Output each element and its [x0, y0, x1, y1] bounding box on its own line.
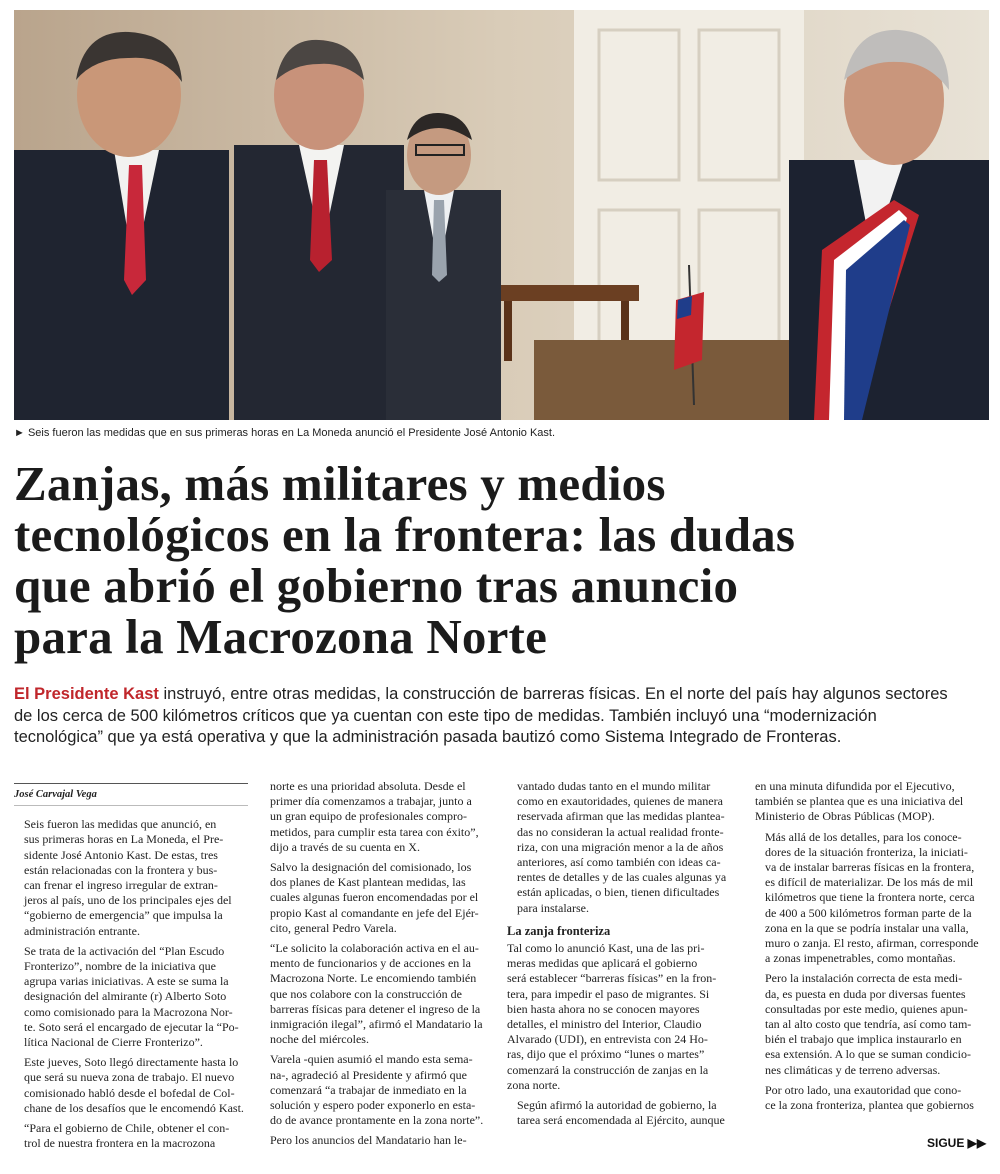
text-line: inmigración ilegal”, afirmó el Mandatario la: [270, 1017, 483, 1032]
text-line: metidos, para cumplir esta tarea con éxito”,: [270, 824, 479, 839]
text-line: cito, general Pedro Varela.: [270, 920, 397, 935]
text-line: es difícil de materializar. De los más de mil: [765, 875, 974, 890]
text-line: tan al alto costo que tendría, así como tam-: [765, 1017, 972, 1032]
text-line: Seis fueron las medidas que anunció, en: [24, 817, 217, 832]
article-column-3: [507, 779, 741, 1133]
column-body: [507, 779, 741, 916]
headline-line: tecnológicos en la frontera: las dudas: [14, 507, 796, 562]
text-line: jeros al país, uno de los principales ejes del: [24, 893, 232, 908]
paragraph: [755, 779, 989, 825]
text-line: comenzará “a trabajar de inmediato en la: [270, 1082, 467, 1097]
paragraph: [755, 1083, 989, 1113]
text-line: cuales algunas fueron encomendadas por el: [270, 890, 479, 905]
text-line: consultadas por este medio, quienes apun-: [765, 1001, 968, 1016]
text-line: comisionado habló desde el bofedal de Col-: [24, 1085, 235, 1100]
text-line: trol de nuestra frontera en la macrozona: [24, 1136, 216, 1151]
text-line: sus primeras horas en La Moneda, el Pre-: [24, 832, 224, 847]
photo-illustration: [14, 10, 989, 420]
paragraph: [14, 944, 248, 1050]
article-column-2: [260, 779, 494, 1154]
text-line: como en exautoridades, quienes de manera: [517, 794, 723, 809]
text-line: nes climáticas y de terreno adversas.: [765, 1062, 941, 1077]
text-line: propio Kast al comandante en jefe del Ejér-: [270, 905, 479, 920]
paragraph: [14, 1121, 248, 1151]
text-line: zona norte.: [507, 1077, 561, 1092]
text-line: “Le solicito la colaboración activa en el au-: [270, 941, 479, 956]
text-line: vantado dudas tanto en el mundo militar: [517, 779, 711, 793]
lede: [14, 684, 989, 749]
text-line: riza, con una migración menor a la de años: [517, 839, 724, 854]
text-line: administración entrante.: [24, 923, 140, 938]
text-line: bién el trabajo que implica instaurarlo en: [765, 1032, 962, 1047]
text-line: Fronterizo”, nombre de la iniciativa que: [24, 959, 216, 974]
text-line: reservada afirman que las medidas plantea-: [517, 809, 725, 824]
photo-caption: ► Seis fueron las medidas que en sus primeras horas en La Moneda anunció el Presidente José Antonio Kast.: [14, 427, 556, 439]
text-line: que será su nueva zona de trabajo. El nuevo: [24, 1070, 235, 1085]
text-line: están relacionadas con la frontera y bus-: [24, 862, 218, 877]
text-line: a zonas impenetrables, como montañas.: [765, 951, 956, 966]
text-line: designación del almirante (r) Alberto Soto: [24, 989, 227, 1004]
subhead: La zanja fronteriza: [507, 923, 611, 938]
text-line: Ministerio de Obras Públicas (MOP).: [755, 809, 935, 824]
paragraph: [755, 830, 989, 967]
paragraph: [260, 860, 494, 936]
text-line: muro o zanja. El resto, afirman, corresponde: [765, 936, 979, 951]
text-line: esa extensión. A lo que se suman condicio-: [765, 1047, 971, 1062]
text-line: dos planes de Kast plantean medidas, las: [270, 875, 466, 890]
text-line: anteriores, así como también con ideas ca-: [517, 855, 721, 870]
text-line: zona en la que se podría instalar una valla,: [765, 920, 969, 935]
text-line: na-, agradeció al Presidente y afirmó que: [270, 1067, 467, 1082]
paragraph: [260, 779, 494, 855]
text-line: de 400 a 500 kilómetros forman parte de la: [765, 905, 972, 920]
text-line: Tal como lo anunció Kast, una de las pri-: [507, 941, 705, 956]
headline-line: que abrió el gobierno tras anuncio: [14, 558, 739, 613]
text-line: Según afirmó la autoridad de gobierno, la: [517, 1098, 717, 1113]
text-line: solución y espero poder exponerlo en esta-: [270, 1098, 476, 1113]
column-body: [755, 779, 989, 1113]
paragraph: [507, 941, 741, 1093]
continue-marker: SIGUE ▶▶: [927, 1136, 987, 1150]
text-line: kilómetros que tiene la frontera norte, cerca: [765, 890, 975, 905]
text-line: barreras físicas para detener el ingreso de la: [270, 1001, 481, 1016]
paragraph: [260, 1133, 494, 1148]
text-line: rentes de detalles y de las cuales algunas ya: [517, 870, 727, 885]
news-photo: [14, 10, 989, 420]
text-line: que nos colabore con la construcción de: [270, 986, 462, 1001]
text-line: noche del miércoles.: [270, 1032, 369, 1047]
text-line: será establecer “barreras físicas” en la fron-: [507, 971, 717, 986]
text-line: Este jueves, Soto llegó directamente hasta lo: [24, 1055, 239, 1070]
text-line: lítica Nacional de Cierre Fronterizo”.: [24, 1035, 203, 1050]
text-line: norte es una prioridad absoluta. Desde el: [270, 779, 466, 793]
text-line: también se plantea que es una iniciativa del: [755, 794, 964, 809]
text-line: como comisionado para la Macrozona Nor-: [24, 1004, 233, 1019]
column-body: [507, 941, 741, 1128]
paragraph: [755, 971, 989, 1077]
text-line: primer día comenzamos a trabajar, junto a: [270, 794, 472, 809]
text-line: sidente José Antonio Kast. De estas, tres: [24, 847, 218, 862]
article-column-1: [14, 783, 248, 1156]
text-line: meras medidas que aplicará el gobierno: [507, 956, 698, 971]
text-line: can frenar el ingreso irregular de extran-: [24, 878, 218, 893]
text-line: bien hasta ahora no se conocen mayores: [507, 1001, 700, 1016]
text-line: Pero la instalación correcta de esta medi-: [765, 971, 963, 986]
paragraph: [14, 1055, 248, 1116]
text-line: chane de los desafíos que le encomendó Kast.: [24, 1100, 244, 1115]
text-line: da, es puesta en duda por diversas fuentes: [765, 986, 966, 1001]
lede-line: [14, 684, 989, 706]
paragraph: [260, 941, 494, 1047]
text-line: agrupa varias iniciativas. A este se suma la: [24, 974, 229, 989]
lede-line: de los cerca de 500 kilómetros críticos que ya cuentan con este tipo de medidas. También incluyó una “modernización: [14, 706, 877, 725]
text-line: dores de la situación fronteriza, la iniciati-: [765, 844, 968, 859]
text-line: Macrozona Norte. Le encomiendo también: [270, 971, 477, 986]
text-line: Alvarado (UDI), en entrevista con 24 Ho-: [507, 1032, 708, 1047]
text-line: Más allá de los detalles, para los conoce-: [765, 829, 962, 844]
headline-line: para la Macrozona Norte: [14, 609, 548, 664]
text-line: das no consideran la actual realidad fronte-: [517, 824, 724, 839]
text-line: comenzará la construcción de zanjas en la: [507, 1062, 709, 1077]
paragraph: [507, 1098, 741, 1128]
text-line: Varela -quien asumió el mando esta sema-: [270, 1052, 473, 1067]
text-line: te. Soto será el encargado de ejecutar la “Po-: [24, 1019, 239, 1034]
text-line: dijo a través de su cuenta en X.: [270, 839, 420, 854]
text-line: tera, para impedir el paso de migrantes. Si: [507, 986, 710, 1001]
text-line: un gran equipo de profesionales compro-: [270, 809, 467, 824]
article-column-4: [755, 779, 989, 1118]
text-line: mento de funcionarios y de acciones en la: [270, 956, 471, 971]
text-line: va de instalar barreras físicas en la frontera,: [765, 860, 975, 875]
byline: José Carvajal Vega: [14, 783, 248, 806]
paragraph: [14, 817, 248, 939]
text-line: Pero los anuncios del Mandatario han le-: [270, 1133, 467, 1148]
text-line: ras, dijo que el próximo “lunes o martes”: [507, 1047, 705, 1062]
text-line: en una minuta difundida por el Ejecutivo,: [755, 779, 955, 793]
text-line: “gobierno de emergencia” que impulsa la: [24, 908, 223, 923]
text-line: Se trata de la activación del “Plan Escudo: [24, 943, 225, 958]
text-line: para instalarse.: [517, 900, 589, 915]
column-body: [14, 817, 248, 1151]
text-line: tarea será encomendada al Ejército, aunque: [517, 1113, 725, 1128]
headline-line: Zanjas, más militares y medios: [14, 456, 666, 511]
paragraph: [260, 1052, 494, 1128]
column-body: [260, 779, 494, 1149]
text-line: “Para el gobierno de Chile, obtener el con-: [24, 1121, 230, 1136]
lede-text: instruyó, entre otras medidas, la construcción de barreras físicas. En el norte del país hay algunos sectores: [158, 685, 948, 703]
text-line: ce la zona fronteriza, plantea que gobiernos: [765, 1098, 974, 1113]
lede-kicker: El Presidente Kast: [14, 685, 159, 703]
text-line: Salvo la designación del comisionado, los: [270, 860, 472, 875]
lede-line: tecnológica” que ya está operativa y que la administración pasada bautizó como Sistema Integrado de Fronteras.: [14, 728, 842, 746]
headline: [14, 458, 989, 662]
text-line: están aplicadas, o bien, tienen dificultades: [517, 885, 720, 900]
text-line: Por otro lado, una exautoridad que cono-: [765, 1082, 962, 1097]
text-line: detalles, el ministro del Interior, Claudio: [507, 1017, 702, 1032]
paragraph: [507, 779, 741, 916]
text-line: do de avance prontamente en la zona norte”.: [270, 1113, 484, 1128]
